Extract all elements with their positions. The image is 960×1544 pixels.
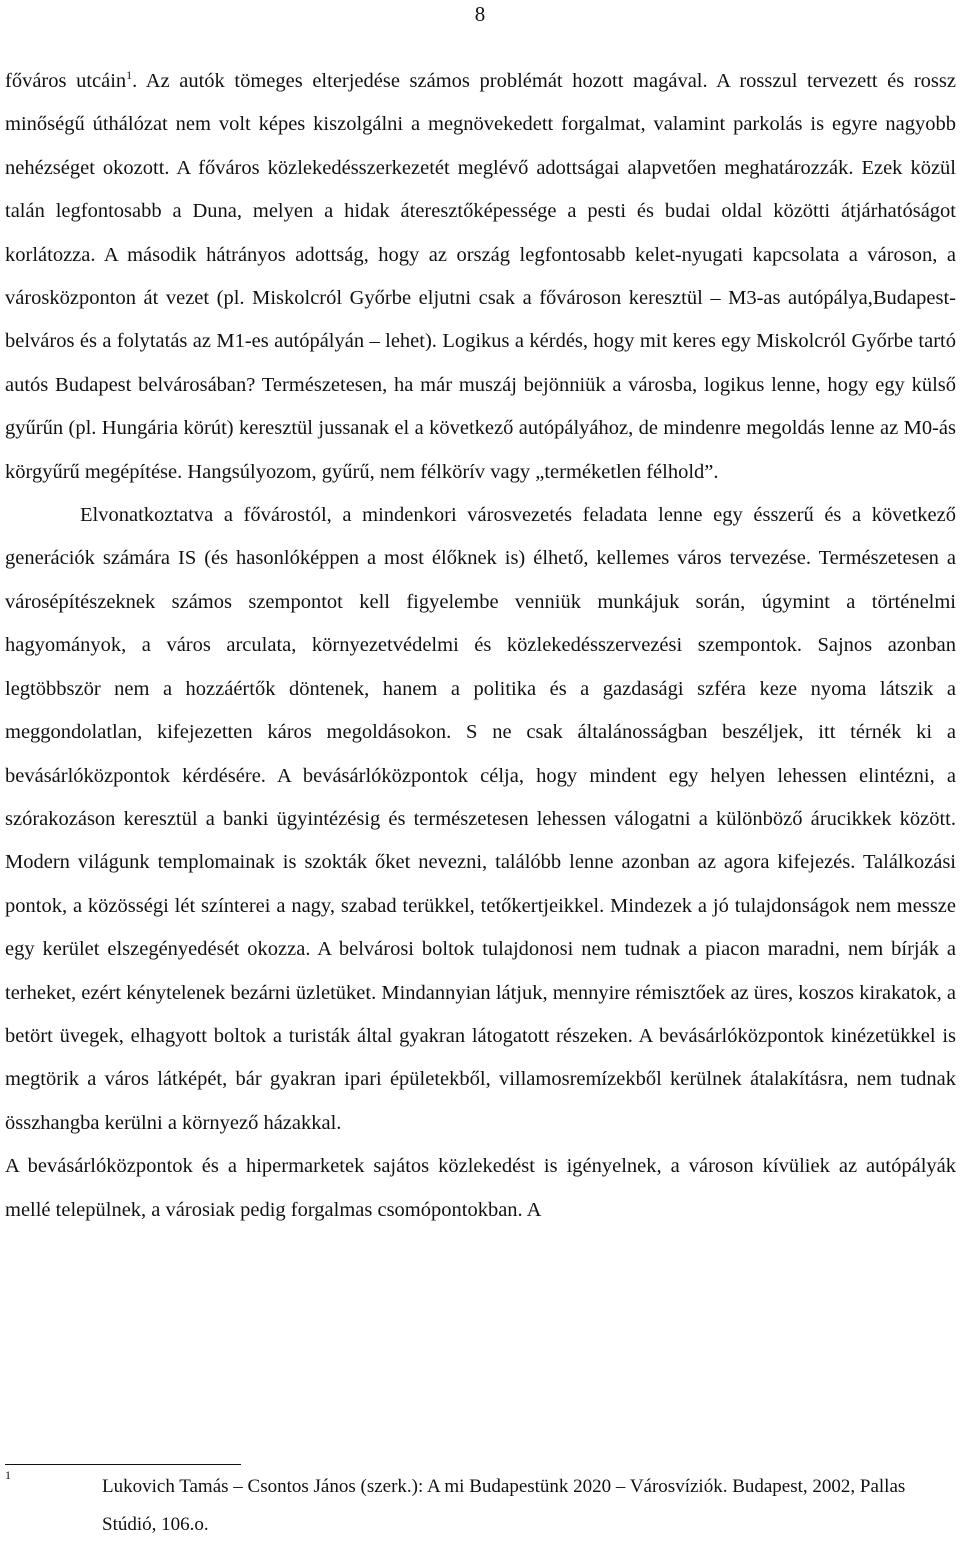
footnote-text: Lukovich Tamás – Csontos János (szerk.): A mi Budapestünk 2020 – Városvíziók. Budapest, 2002, Pallas Stúdió, 106.o.: [102, 1476, 906, 1535]
paragraph-3: A bevásárlóközpontok és a hipermarketek sajátos közlekedést is igényelnek, a városon kívüliek az autópályák mellé települnek, a városiak pedig forgalmas csomópontokban. A: [5, 1155, 956, 1221]
footnote: [5, 1468, 956, 1544]
footnote-reference[interactable]: 1: [126, 68, 133, 83]
paragraph-1-text: . Az autók tömeges elterjedése számos problémát hozott magával. A rosszul tervezett és rossz minőségű úthálózat nem volt képes kiszolgálni a megnövekedett forgalmat, valamint parkolás is egyre nagyobb nehézséget okozott. A főváros közlekedésszerkezetét meglévő adottságai alapvetően meghatározzák. Ezek közül talán legfontosabb a Duna, melyen a hidak áteresztőképessége a pesti és budai oldal közötti átjárhatóságot korlátozza. A második hátrányos adottság, hogy az ország legfontosabb kelet-nyugati kapcsolata a városon, a városközponton át vezet (pl. Miskolcról Győrbe eljutni csak a fővároson keresztül – M3-as autópálya,Budapest-belváros és a folytatás az M1-es autópályán – lehet). Logikus a kérdés, hogy mit keres egy Miskolcról Győrbe tartó autós Budapest belvárosában? Természetesen, ha már muszáj bejönniük a városba, logikus lenne, hogy egy külső gyűrűn (pl. Hungária körút) keresztül jussanak el a következő autópályához, de mindenre megoldás lenne az M0-ás körgyűrű megépítése. Hangsúlyozom, gyűrű, nem félkörív vagy „terméketlen félhold”.: [5, 70, 956, 483]
paragraph-1-start: főváros utcáin: [5, 70, 127, 92]
footnote-separator: [5, 1464, 241, 1465]
paragraph-2: Elvonatkoztatva a fővárostól, a mindenkori városvezetés feladata lenne egy ésszerű és a következő generációk számára IS (és hasonlóképpen a most élőknek is) élhető, kellemes város tervezése. Természetesen a városépítészeknek számos szempontot kell figyelembe venniük munkájuk során, úgymint a történelmi hagyományok, a város arculata, környezetvédelmi és közlekedésszervezési szempontok. Sajnos azonban legtöbbször nem a hozzáértők döntenek, hanem a politika és a gazdasági szféra keze nyoma látszik a meggondolatlan, kifejezetten káros megoldásokon. S ne csak általánosságban beszéljek, itt térnék ki a bevásárlóközpontok kérdésére. A bevásárlóközpontok célja, hogy mindent egy helyen lehessen elintézni, a szórakozáson keresztül a banki ügyintézésig és természetesen lehessen válogatni a különböző árucikkek között. Modern világunk templomainak is szokták őket nevezni, találóbb lenne azonban az agora kifejezés. Találkozási pontok, a közösségi lét színterei a nagy, szabad terükkel, tetőkertjeikkel. Mindezek a jó tulajdonságok nem messze egy kerület elszegényedését okozza. A belvárosi boltok tulajdonosi nem tudnak a piacon maradni, nem bírják a terheket, ezért kénytelenek bezárni üzletüket. Mindannyian látjuk, mennyire rémisztőek az üres, koszos kirakatok, a betört üvegek, elhagyott boltok a turisták által gyakran látogatott részeken. A bevásárlóközpontok kinézetükkel is megtörik a város látképét, bár gyakran ipari épületekből, villamosremízekből kerülnek átalakításra, nem tudnak összhangba kerülni a környező házakkal.: [5, 504, 956, 1134]
footnote-number: 1: [5, 1468, 11, 1482]
page-number: 8: [474, 2, 486, 26]
body-text: [5, 60, 956, 1232]
paragraph-1: [5, 60, 956, 494]
